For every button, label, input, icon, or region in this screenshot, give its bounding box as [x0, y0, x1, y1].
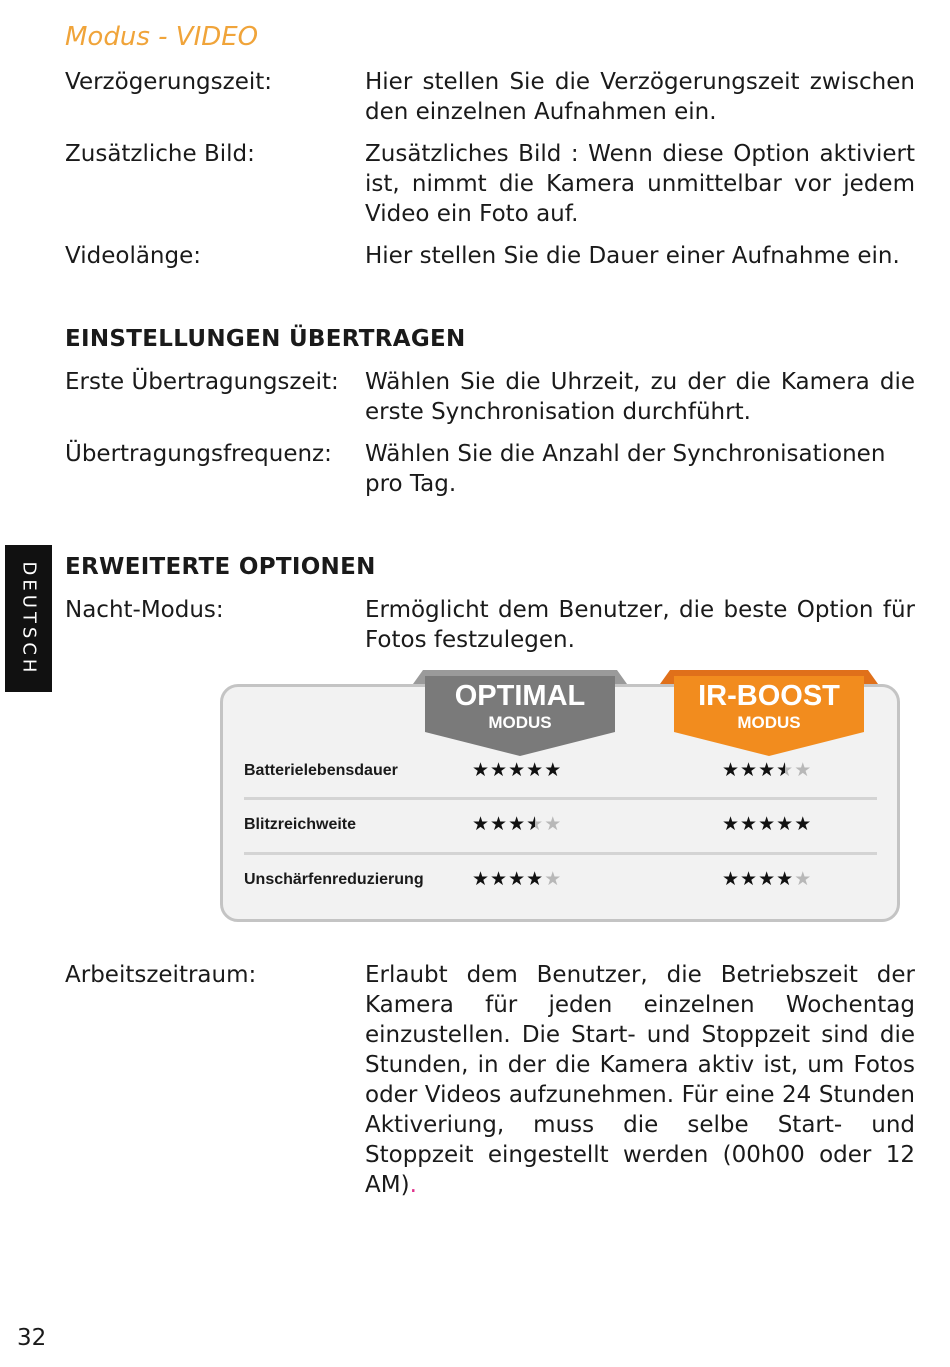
table-divider — [244, 852, 877, 855]
star-icon: ★ — [472, 813, 491, 835]
setting-desc-delay: Hier stellen Sie die Verzögerungszeit zwischen den einzelnen Aufnahmen ein. — [365, 69, 915, 125]
setting-desc-work-time-text: Erlaubt dem Benutzer, die Betriebszeit der Kamera für jeden einzelnen Wochentag einzustellen. Die Start- und Stoppzeit sind die Stunden, in der die Kamera aktiv ist, um Fotos oder Videos aufzunehmen. Für eine 24 Stunden Aktiveriung, muss die selbe Start- und Stoppzeit eingestellt werden (00h00 oder 12 AM) — [365, 962, 915, 1198]
optimal-badge-sub: MODUS — [488, 713, 552, 732]
rating-optimal-battery — [472, 759, 562, 781]
row-label-blur-reduction: Unschärfenreduzierung — [244, 871, 424, 888]
setting-label-video-length: Videolänge: — [65, 243, 202, 269]
star-icon: ★ — [740, 868, 759, 890]
setting-label-night-mode: Nacht-Modus: — [65, 597, 224, 623]
setting-label-first-transfer: Erste Übertragungszeit: — [65, 369, 339, 395]
star-icon: ★ — [776, 868, 795, 890]
star-icon: ★ — [490, 813, 509, 835]
star-icon: ★ — [472, 759, 491, 781]
rating-optimal-blur-reduction — [472, 868, 562, 890]
star-icon: ★ — [740, 759, 759, 781]
setting-desc-transfer-frequency: Wählen Sie die Anzahl der Synchronisationen pro Tag. — [365, 441, 886, 497]
star-icon: ★ — [544, 868, 563, 890]
setting-label-work-time: Arbeitszeitraum: — [65, 962, 257, 988]
star-icon: ★ — [544, 759, 563, 781]
section-heading-transfer: EINSTELLUNGEN ÜBERTRAGEN — [65, 326, 466, 352]
setting-label-extra-image: Zusätzliche Bild: — [65, 141, 255, 167]
star-icon: ★ — [526, 759, 545, 781]
row-label-flash-range: Blitzreichweite — [244, 816, 357, 833]
page-number: 32 — [17, 1325, 47, 1351]
setting-desc-extra-image: Zusätzliches Bild : Wenn diese Option aktiviert ist, nimmt die Kamera unmittelbar vor jedem Video ein Foto auf. — [365, 141, 915, 227]
star-icon: ★ — [794, 868, 813, 890]
star-icon: ★ — [508, 868, 527, 890]
optimal-badge-title: OPTIMAL — [454, 680, 586, 712]
rating-optimal-flash-range — [472, 813, 562, 835]
star-icon: ★ — [490, 868, 509, 890]
star-icon: ★ — [526, 868, 545, 890]
star-icon: ★ — [722, 813, 741, 835]
row-label-battery: Batterielebensdauer — [244, 762, 398, 779]
rating-irboost-flash-range — [722, 813, 812, 835]
star-icon: ★ — [490, 759, 509, 781]
star-icon: ★ — [740, 813, 759, 835]
star-icon: ★ — [544, 813, 563, 835]
star-icon: ★ — [508, 759, 527, 781]
language-side-tab-label: DEUTSCH — [18, 561, 39, 676]
star-icon: ★ — [508, 813, 527, 835]
star-icon: ★ — [794, 813, 813, 835]
language-side-tab — [5, 545, 52, 692]
table-divider — [244, 797, 877, 800]
star-icon: ★ — [776, 813, 795, 835]
star-icon: ★ — [758, 759, 777, 781]
irboost-badge-title: IR-BOOST — [698, 680, 840, 712]
setting-label-transfer-frequency: Übertragungsfrequenz: — [65, 441, 332, 467]
star-icon: ★ — [722, 868, 741, 890]
rating-irboost-blur-reduction — [722, 868, 812, 890]
setting-desc-night-mode: Ermöglicht dem Benutzer, die beste Option für Fotos festzulegen. — [365, 597, 915, 653]
setting-label-delay: Verzögerungszeit: — [65, 69, 273, 95]
trailing-dot: . — [409, 1172, 417, 1198]
star-icon: ★ — [758, 813, 777, 835]
star-icon: ★ — [758, 868, 777, 890]
star-icon: ★ — [526, 813, 545, 835]
setting-desc-video-length: Hier stellen Sie die Dauer einer Aufnahme ein. — [365, 243, 900, 269]
setting-desc-work-time — [365, 960, 915, 1200]
section-heading-advanced: ERWEITERTE OPTIONEN — [65, 554, 376, 580]
mode-title: Modus - VIDEO — [65, 22, 259, 52]
star-icon: ★ — [722, 759, 741, 781]
star-icon: ★ — [776, 759, 795, 781]
star-icon: ★ — [472, 868, 491, 890]
setting-desc-first-transfer: Wählen Sie die Uhrzeit, zu der die Kamera die erste Synchronisation durchführt. — [365, 369, 915, 425]
rating-irboost-battery — [722, 759, 812, 781]
star-icon: ★ — [794, 759, 813, 781]
irboost-badge-sub: MODUS — [737, 713, 801, 732]
